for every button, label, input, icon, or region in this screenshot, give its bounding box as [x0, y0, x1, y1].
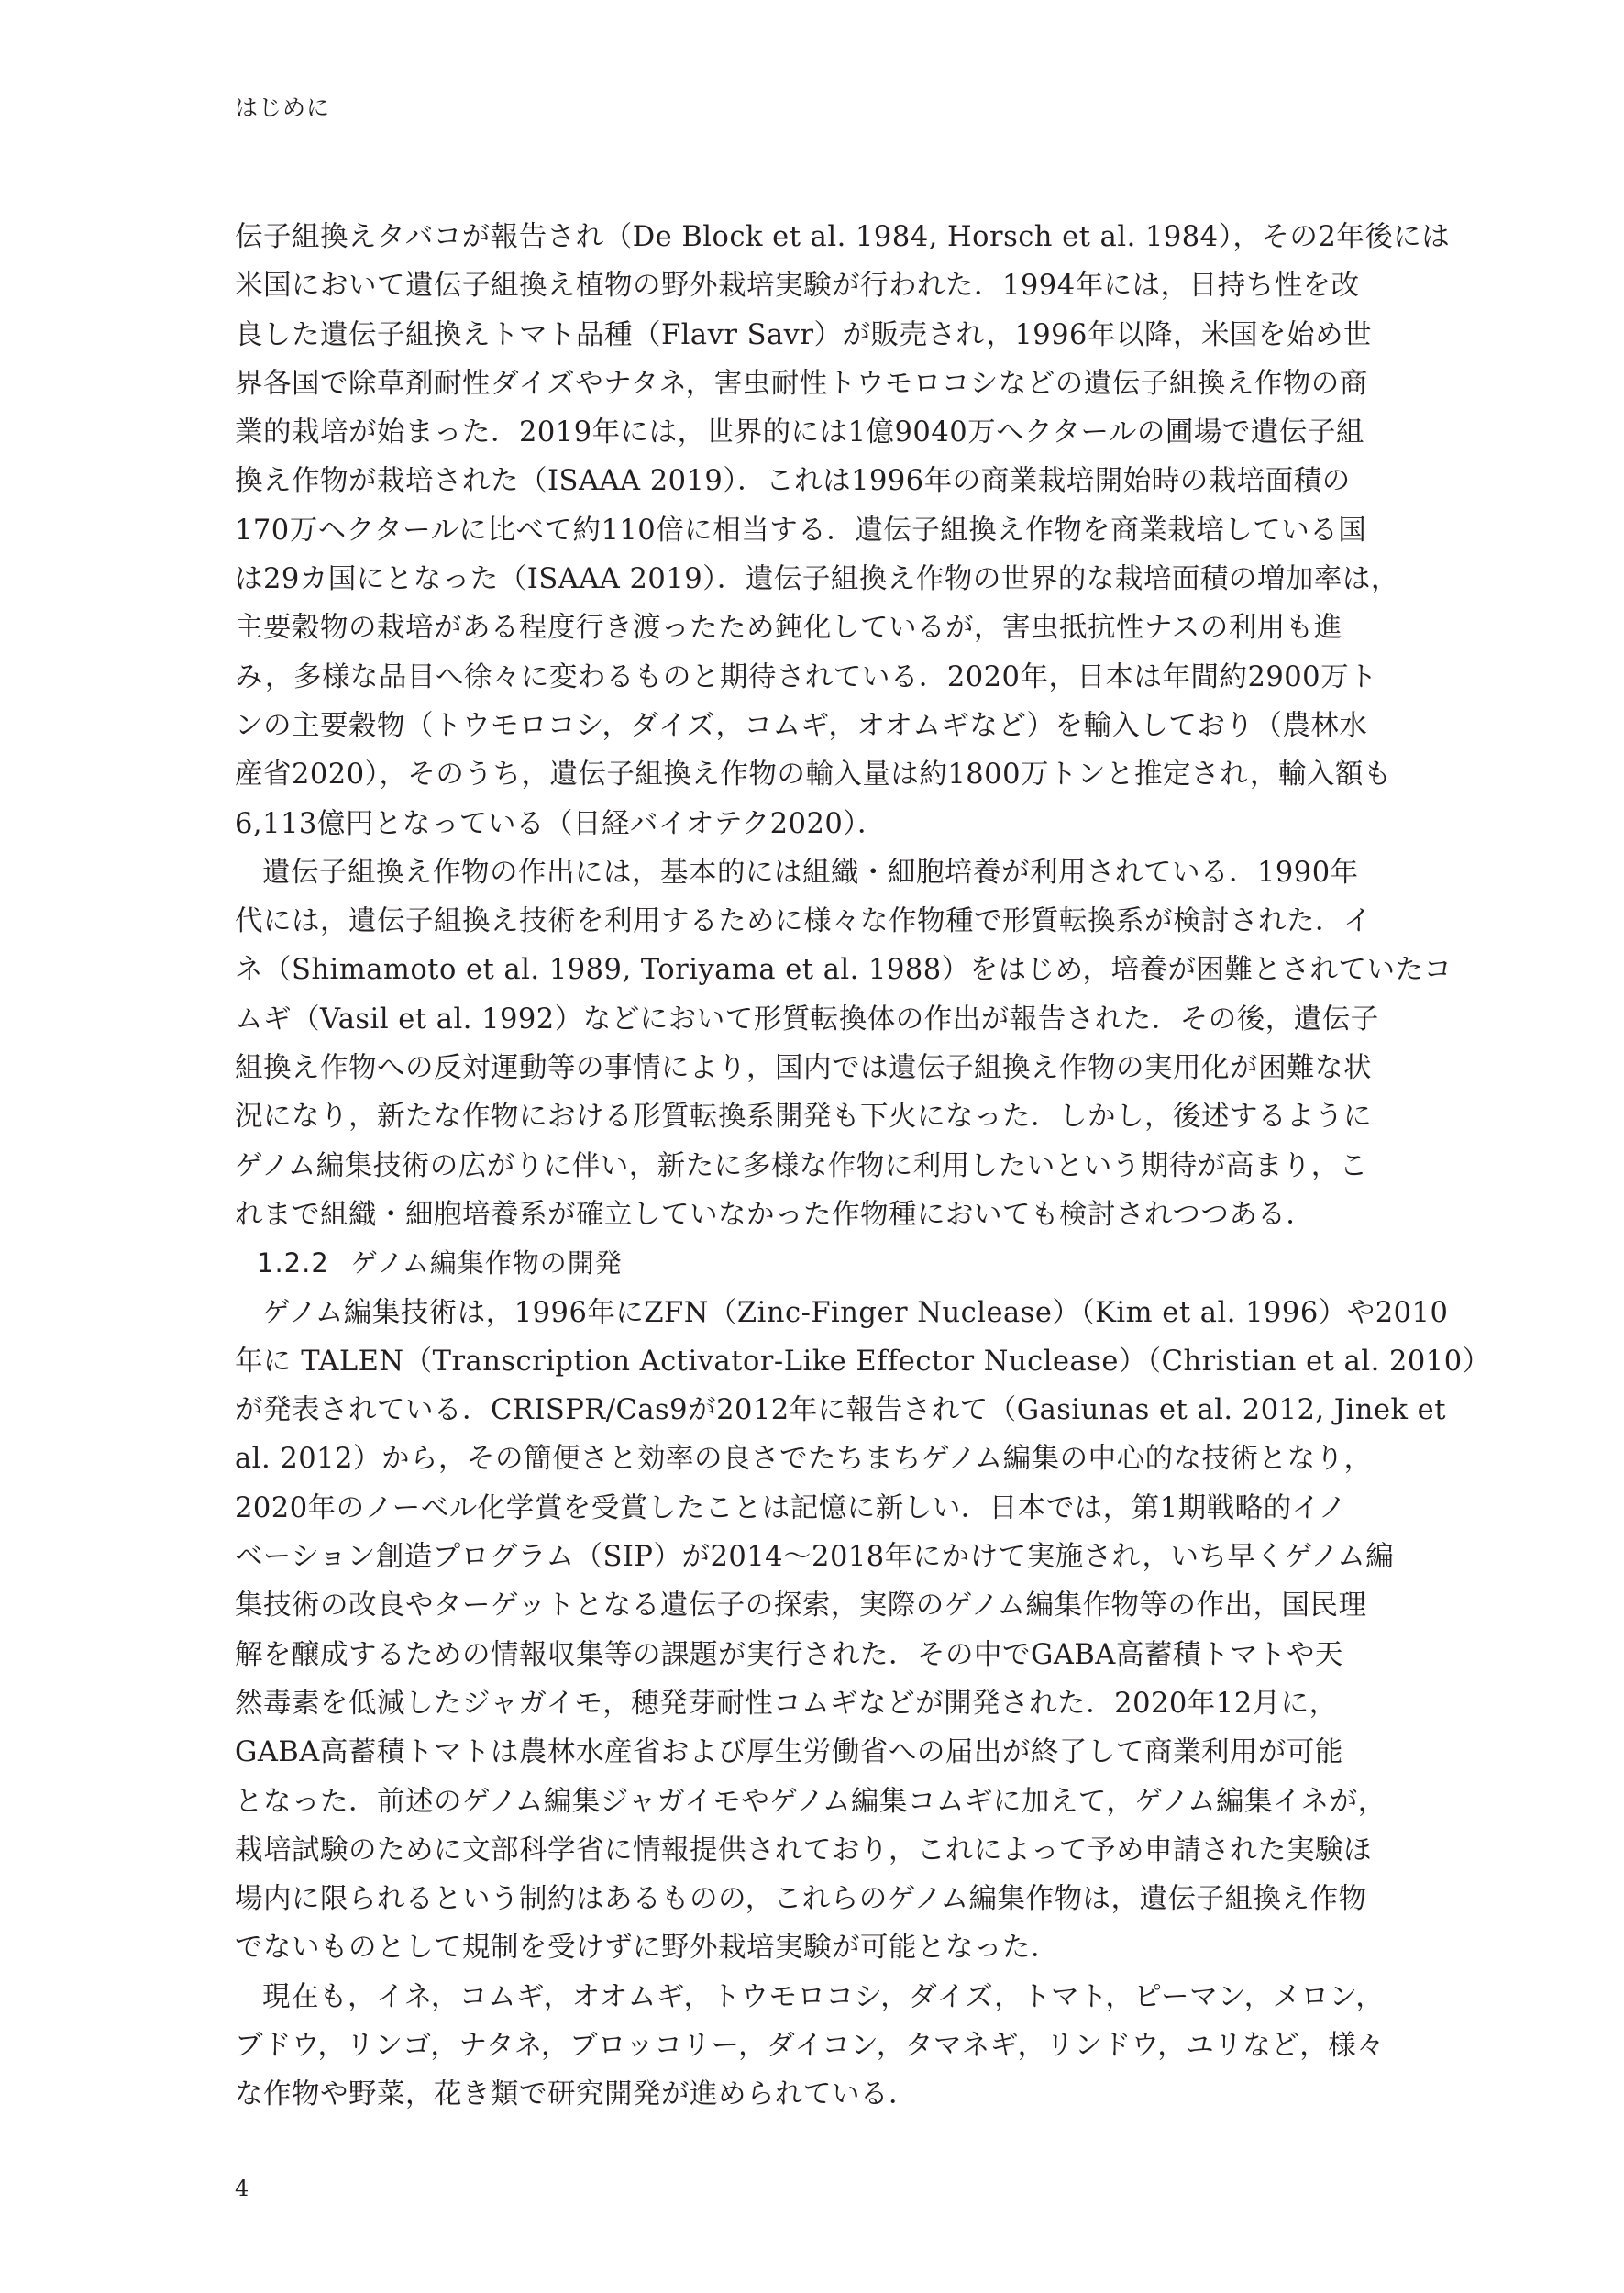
text-line: ゲノム編集技術の広がりに伴い，新たに多様な作物に利用したいという期待が高まり，こ	[235, 1149, 1368, 1182]
text-line: 現在も，イネ，コムギ，オオムギ，トウモロコシ，ダイズ，トマト，ピーマン，メロン，	[262, 1980, 1385, 2013]
text-line: れまで組織・細胞培養系が確立していなかった作物種においても検討されつつある．	[235, 1198, 1315, 1231]
text-line: ブドウ，リンゴ，ナタネ，ブロッコリー，ダイコン，タマネギ，リンドウ，ユリなど，様々	[235, 2029, 1386, 2062]
text-line: 主要穀物の栽培がある程度行き渡ったため鈍化しているが，害虫抵抗性ナスの利用も進	[235, 612, 1342, 645]
text-line: 集技術の改良やターゲットとなる遺伝子の探索，実際のゲノム編集作物等の作出，国民理	[235, 1590, 1367, 1623]
text-line: でないものとして規制を受けずに野外栽培実験が可能となった．	[235, 1932, 1059, 1965]
text-line: 場内に限られるという制約はあるものの，これらのゲノム編集作物は，遺伝子組換え作物	[235, 1883, 1367, 1916]
paragraph	[235, 1289, 1491, 1973]
text-line: 換え作物が栽培された（ISAAA 2019）．これは1996年の商業栽培開始時の栽培面積の	[235, 465, 1351, 498]
text-line: ンの主要穀物（トウモロコシ，ダイズ，コムギ，オオムギなど）を輸入しており（農林水	[235, 709, 1368, 742]
text-line: ゲノム編集技術は，1996年にZFN（Zinc-Finger Nuclease）（Kim et al. 1996）や2010	[262, 1296, 1449, 1329]
text-line: となった．前述のゲノム編集ジャガイモやゲノム編集コムギに加えて，ゲノム編集イネが，	[235, 1785, 1386, 1818]
text-line: 界各国で除草剤耐性ダイズやナタネ，害虫耐性トウモロコシなどの遺伝子組換え作物の商	[235, 367, 1368, 400]
text-line: み，多様な品目へ徐々に変わるものと期待されている．2020年，日本は年間約2900万ト	[235, 660, 1378, 693]
text-line: 年に TALEN（Transcription Activator-Like Effector Nuclease）（Christian et al. 2010）	[235, 1345, 1491, 1378]
text-line: al. 2012）から，その簡便さと効率の良さでたちまちゲノム編集の中心的な技術となり，	[235, 1443, 1373, 1476]
paragraph	[235, 213, 1451, 848]
text-line: 遺伝子組換え作物の作出には，基本的には組織・細胞培養が利用されている．1990年	[262, 856, 1359, 889]
page-number: 4	[235, 2176, 249, 2201]
text-line: 産省2020），そのうち，遺伝子組換え作物の輸入量は約1800万トンと推定され，輸入額も	[235, 759, 1392, 792]
text-line: 況になり，新たな作物における形質転換系開発も下火になった．しかし，後述するように	[235, 1101, 1372, 1134]
text-line: 然毒素を低減したジャガイモ，穂発芽耐性コムギなどが開発された．2020年12月に，	[235, 1687, 1338, 1720]
text-line: 栽培試験のために文部科学省に情報提供されており，これによって予め申請された実験ほ	[235, 1833, 1372, 1867]
text-line: 2020年のノーベル化学賞を受賞したことは記憶に新しい．日本では，第1期戦略的イノ	[235, 1491, 1347, 1524]
text-line: が発表されている．CRISPR/Cas9が2012年に報告されて（Gasiunas et al. 2012, Jinek et	[235, 1394, 1446, 1427]
text-line: 良した遺伝子組換えトマト品種（Flavr Savr）が販売され，1996年以降，米国を始め世	[235, 318, 1372, 351]
running-head: はじめに	[235, 94, 331, 121]
text-line: ネ（Shimamoto et al. 1989, Toriyama et al. 1988）をはじめ，培養が困難とされていたコ	[235, 954, 1453, 987]
section-heading	[235, 1239, 1399, 1288]
text-line: 6,113億円となっている（日経バイオテク2020）．	[235, 807, 887, 840]
paragraph	[235, 1973, 1399, 2120]
text-line: ムギ（Vasil et al. 1992）などにおいて形質転換体の作出が報告された．その後，遺伝子	[235, 1002, 1379, 1036]
text-line: な作物や野菜，花き類で研究開発が進められている．	[235, 2078, 917, 2111]
text-line: 組換え作物への反対運動等の事情により，国内では遺伝子組換え作物の実用化が困難な状	[235, 1052, 1372, 1085]
text-line: 170万ヘクタールに比べて約110倍に相当する．遺伝子組換え作物を商業栽培している国	[235, 514, 1367, 547]
text-line: 米国において遺伝子組換え植物の野外栽培実験が行われた．1994年には，日持ち性を改	[235, 270, 1360, 303]
body-text	[235, 213, 1491, 2120]
text-line: 代には，遺伝子組換え技術を利用するために様々な作物種で形質転換系が検討された．イ	[235, 905, 1372, 938]
section-number: 1.2.2	[257, 1247, 329, 1279]
text-line: 業的栽培が始まった．2019年には，世界的には1億9040万ヘクタールの圃場で遺伝子組	[235, 416, 1364, 449]
section-title: ゲノム編集作物の開発	[350, 1247, 623, 1279]
text-line: 解を醸成するための情報収集等の課題が実行された．その中でGABA高蓄積トマトや天	[235, 1638, 1343, 1671]
text-line: 伝子組換えタバコが報告され（De Block et al. 1984, Horsch et al. 1984），その2年後には	[235, 221, 1451, 253]
text-line: は29カ国にとなった（ISAAA 2019）．遺伝子組換え作物の世界的な栽培面積の増加率は，	[235, 563, 1399, 596]
text-line: GABA高蓄積トマトは農林水産省および厚生労働省への届出が終了して商業利用が可能	[235, 1736, 1343, 1769]
paragraph	[235, 848, 1453, 1239]
text-line: ベーション創造プログラム（SIP）が2014〜2018年にかけて実施され，いち早くゲノム編	[235, 1541, 1395, 1574]
